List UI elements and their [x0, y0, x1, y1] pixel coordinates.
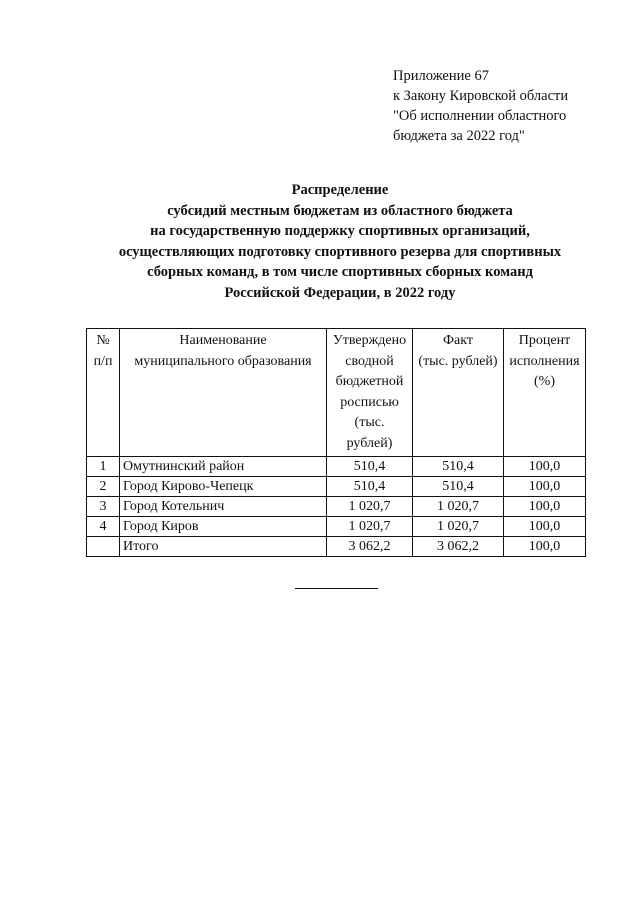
closing-divider [295, 588, 378, 589]
table-row [87, 457, 586, 477]
cell-total-label: Итого [120, 537, 327, 557]
cell-percent: 100,0 [504, 477, 586, 497]
document-title [40, 180, 640, 303]
cell-num [87, 537, 120, 557]
cell-approved: 510,4 [327, 477, 413, 497]
cell-fact: 1 020,7 [413, 517, 504, 537]
cell-municipality: Город Котельнич [120, 497, 327, 517]
title-line: на государственную поддержку спортивных организаций, [150, 223, 530, 239]
subsidy-table [86, 328, 586, 557]
appendix-line: к Закону Кировской области [393, 88, 569, 104]
cell-percent: 100,0 [504, 517, 586, 537]
cell-num: 2 [87, 477, 120, 497]
table-row [87, 497, 586, 517]
cell-total-approved: 3 062,2 [327, 537, 413, 557]
header-num: № п/п [87, 329, 120, 457]
cell-percent: 100,0 [504, 457, 586, 477]
title-line: сборных команд, в том числе спортивных сборных команд [147, 264, 533, 280]
header-approved: Утверждено сводной бюджетной росписью (тыс. рублей) [327, 329, 413, 457]
table-total-row [87, 537, 586, 557]
cell-municipality: Омутнинский район [120, 457, 327, 477]
cell-fact: 510,4 [413, 457, 504, 477]
cell-approved: 1 020,7 [327, 497, 413, 517]
cell-municipality: Город Кирово-Чепецк [120, 477, 327, 497]
title-line: Российской Федерации, в 2022 году [224, 284, 456, 301]
title-line: осуществляющих подготовку спортивного резерва для спортивных [118, 243, 562, 260]
cell-fact: 1 020,7 [413, 497, 504, 517]
cell-approved: 1 020,7 [327, 517, 413, 537]
table-header-row [87, 329, 586, 457]
cell-total-fact: 3 062,2 [413, 537, 504, 557]
header-fact: Факт (тыс. рублей) [413, 329, 504, 457]
table-row [87, 517, 586, 537]
appendix-line: Приложение 67 [393, 68, 489, 84]
appendix-note [393, 66, 613, 146]
appendix-line: бюджета за 2022 год" [393, 128, 525, 144]
table-row [87, 477, 586, 497]
appendix-line: "Об исполнении областного [393, 108, 567, 124]
cell-total-percent: 100,0 [504, 537, 586, 557]
header-name: Наименование муниципального образования [120, 329, 327, 457]
cell-num: 1 [87, 457, 120, 477]
cell-fact: 510,4 [413, 477, 504, 497]
title-line: субсидий местным бюджетам из областного бюджета [167, 202, 513, 219]
cell-percent: 100,0 [504, 497, 586, 517]
title-line: Распределение [291, 182, 389, 198]
header-percent: Процент исполнения (%) [504, 329, 586, 457]
cell-approved: 510,4 [327, 457, 413, 477]
cell-municipality: Город Киров [120, 517, 327, 537]
cell-num: 3 [87, 497, 120, 517]
cell-num: 4 [87, 517, 120, 537]
